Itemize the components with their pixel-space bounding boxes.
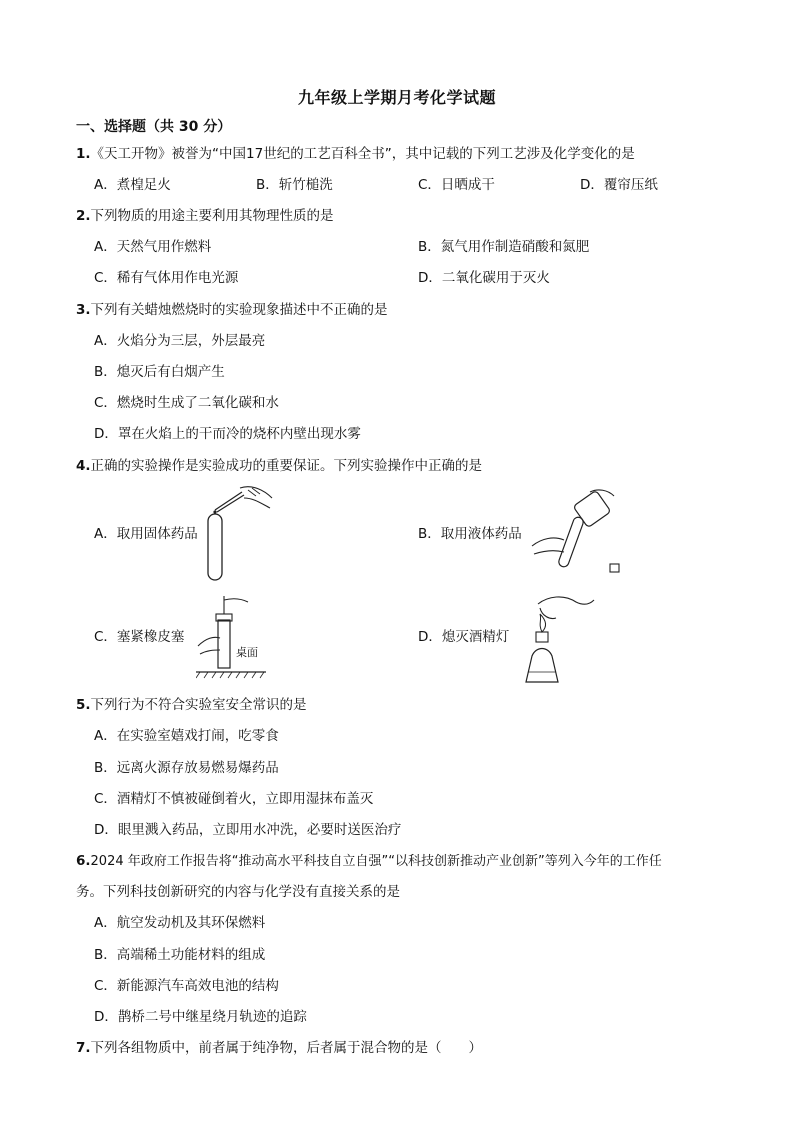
question-number: 7. [76, 1040, 91, 1056]
question-stem: 下列物质的用途主要利用其物理性质的是 [90, 208, 334, 224]
question-number: 2. [76, 208, 91, 224]
question-stem: 正确的实验操作是实验成功的重要保证。下列实验操作中正确的是 [90, 458, 483, 474]
q5-option-c: C．酒精灯不慎被碰倒着火，立即用湿抹布盖灭 [94, 791, 374, 807]
q5-option-d: D．眼里溅入药品，立即用水冲洗，必要时送医治疗 [94, 822, 402, 838]
q1-option-a: A．煮楻足火 [94, 177, 171, 193]
question-number: 1. [76, 146, 91, 162]
q2-option-c: C．稀有气体用作电光源 [94, 270, 239, 286]
q6-option-b: B．高端稀土功能材料的组成 [94, 947, 266, 963]
question-2 [76, 206, 334, 226]
q4-option-a: A．取用固体药品 [94, 526, 198, 542]
question-number: 6. [76, 853, 91, 869]
q6-option-c: C．新能源汽车高效电池的结构 [94, 978, 279, 994]
question-stem: 2024 年政府工作报告将“推动高水平科技自立自强”“以科技创新推动产业创新”等列入今年的工作任 [90, 854, 662, 869]
question-6 [76, 851, 662, 872]
question-number: 5. [76, 697, 91, 713]
q1-option-b: B．斩竹槌洗 [256, 177, 333, 193]
question-stem: 下列各组物质中，前者属于纯净物，后者属于混合物的是（ ） [90, 1040, 483, 1056]
q6-option-d: D．鹊桥二号中继星绕月轨迹的追踪 [94, 1009, 307, 1025]
q2-option-d: D．二氧化碳用于灭火 [418, 270, 550, 286]
q6-option-a: A．航空发动机及其环保燃料 [94, 915, 266, 931]
q3-option-b: B．熄灭后有白烟产生 [94, 364, 225, 380]
question-stem: 《天工开物》被誉为“中国17世纪的工艺百科全书”，其中记载的下列工艺涉及化学变化的是 [90, 146, 635, 162]
figure-label-table: 桌面 [236, 646, 258, 659]
figure-alcohol-lamp [518, 594, 598, 686]
q1-option-c: C．日晒成干 [418, 177, 495, 193]
question-6-continuation: 务。下列科技创新研究的内容与化学没有直接关系的是 [76, 884, 400, 900]
q4-option-c: C．塞紧橡皮塞 [94, 629, 185, 645]
figure-rubber-stopper [196, 592, 272, 684]
figure-liquid-reagent [528, 488, 628, 580]
q5-option-a: A．在实验室嬉戏打闹，吃零食 [94, 728, 279, 744]
q1-option-d: D．覆帘压纸 [580, 177, 658, 193]
section-heading: 一、选择题（共 30 分） [76, 119, 232, 135]
question-stem: 下列行为不符合实验室安全常识的是 [90, 697, 307, 713]
q2-option-a: A．天然气用作燃料 [94, 239, 212, 255]
question-stem: 下列有关蜡烛燃烧时的实验现象描述中不正确的是 [90, 302, 388, 318]
question-number: 4. [76, 458, 91, 474]
question-number: 3. [76, 302, 91, 318]
question-3 [76, 300, 388, 320]
q3-option-a: A．火焰分为三层，外层最亮 [94, 333, 266, 349]
figure-solid-reagent [200, 484, 280, 584]
q3-option-d: D．罩在火焰上的干而冷的烧杯内壁出现水雾 [94, 426, 361, 442]
q5-option-b: B．远离火源存放易燃易爆药品 [94, 760, 279, 776]
q4-option-d: D．熄灭酒精灯 [418, 629, 510, 645]
q2-option-b: B．氮气用作制造硝酸和氮肥 [418, 239, 590, 255]
question-4 [76, 456, 482, 476]
question-5 [76, 695, 307, 715]
question-7 [76, 1038, 482, 1058]
question-1 [76, 144, 635, 164]
q3-option-c: C．燃烧时生成了二氧化碳和水 [94, 395, 279, 411]
q4-option-b: B．取用液体药品 [418, 526, 522, 542]
page-title: 九年级上学期月考化学试题 [297, 88, 496, 107]
